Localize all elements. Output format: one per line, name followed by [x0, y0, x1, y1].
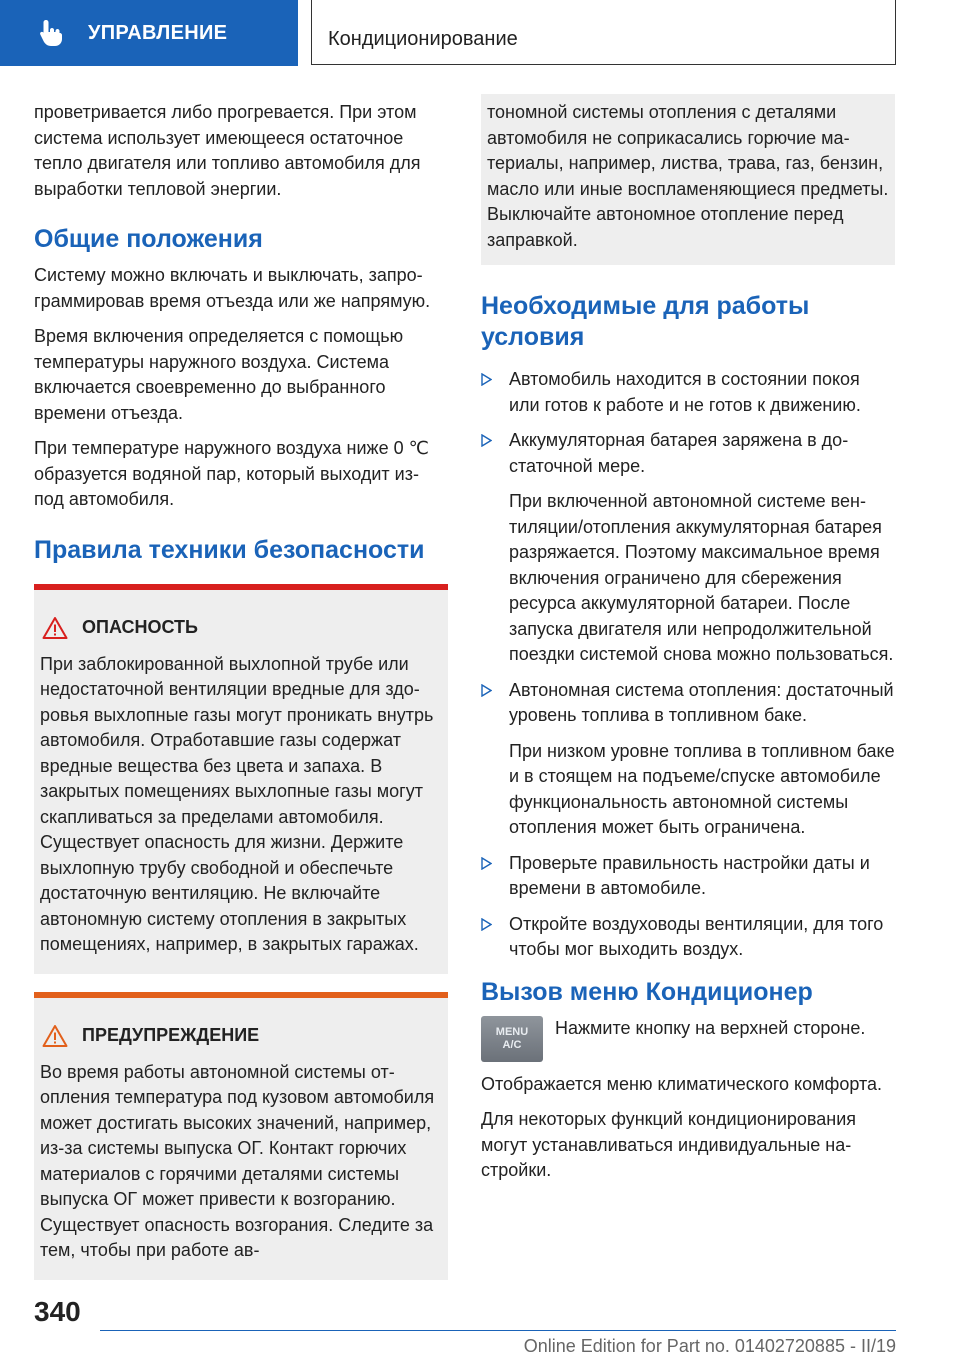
warning-title: ПРЕДУПРЕЖДЕНИЕ: [82, 1025, 260, 1045]
menu-heading: Вызов меню Кондиционер: [481, 977, 813, 1006]
condition-text: Аккумуляторная батарея заряжена в достаточной мере.: [509, 430, 849, 476]
condition-item: [481, 912, 895, 963]
general-heading: Общие положения: [34, 225, 263, 253]
warning-text: Во время работы автономной системы отопления температура под кузовом автомобиля может достигать высоких значений, например, из-за системы выпуска ОГ. Контакт горючих материалов с горячими деталями системы выпуска ОГ может привести к возгоранию. Существует опасность возгорания. Следите за тем, чтобы при работе ав-: [40, 1061, 435, 1260]
conditions-heading: Необходимые для работы условия: [481, 292, 810, 351]
right-column: [481, 100, 895, 1194]
menu-button-line-1: MENU: [495, 1025, 529, 1038]
warning-box: [34, 992, 448, 1280]
condition-item: [481, 428, 895, 668]
bullet-triangle-icon: [481, 373, 492, 386]
warning-triangle-icon: [42, 1024, 68, 1048]
footer-divider: [100, 1330, 896, 1331]
condition-note: При включенной автономной системе вентиляции/отопления аккумуляторная батарея разряжается. Поэтому максимальное время включения ограничено для сбережения ресурса аккумуляторной батареи. После запуска двигателя или непродолжительной поездки системой снова можно пользоваться.: [509, 491, 894, 664]
general-paragraph-1: Систему можно включать и выключать, запрограммировав время отъезда или же напрямую.: [34, 265, 431, 311]
danger-title: ОПАСНОСТЬ: [82, 617, 198, 637]
condition-text: Проверьте правильность настройки даты и времени в автомобиле.: [509, 852, 870, 898]
subsection-title: Кондиционирование: [328, 28, 518, 50]
bullet-triangle-icon: [481, 918, 492, 931]
menu-paragraph-2: Для некоторых функций кондиционирования могут устанавливаться индивидуальные настройки.: [481, 1109, 857, 1180]
section-title: УПРАВЛЕНИЕ: [88, 21, 228, 44]
condition-text: Автомобиль находится в состоянии покоя или готов к работе и не готов к движению.: [509, 369, 861, 415]
danger-text: При заблокированной выхлопной трубе или недостаточной вентиляции вредные для здоровья выхлопные газы могут проникать внутрь автомобиля. Отработавшие газы содержат вредные вещества без цвета и запаха. В закрытых помещениях выхлопные газы могут скапливаться за пределами автомобиля. Существует опасность для жизни. Держите выхлопную трубу свободной и обеспечьте достаточную вентиляцию. Не включайте автономную систему отопления в закрытых помещениях, например, в закрытых гаражах.: [40, 653, 434, 954]
conditions-list: [481, 367, 895, 963]
bullet-triangle-icon: [481, 684, 492, 697]
condition-item: [481, 367, 895, 418]
warning-box-continued: [481, 94, 895, 265]
menu-button-line-2: A/C: [502, 1038, 522, 1051]
menu-ac-button-icon: [481, 1016, 543, 1062]
warning-triangle-icon: [42, 616, 68, 640]
safety-heading: Правила техники безопасности: [34, 535, 425, 564]
warning-continued-text: тономной системы отопления с деталями автомобиля не соприкасались горючие материалы, например, листва, трава, газ, бензин, масло или иные воспламеняющиеся предметы. Выключайте автономное отопление перед заправкой.: [487, 102, 889, 250]
left-column: [34, 100, 448, 1280]
condition-note: При низком уровне топлива в топливном баке и в стоящем на подъеме/спуске автомобиле функциональность автономной системы отопления может быть ограничена.: [509, 740, 895, 837]
menu-instruction: Нажмите кнопку на верхней стороне.: [555, 1017, 866, 1038]
condition-item: [481, 851, 895, 902]
condition-text: Откройте воздуховоды вентиляции, для того чтобы мог выходить воздух.: [509, 913, 884, 959]
condition-text: Автономная система отопления: достаточный уровень топлива в топливном баке.: [509, 679, 894, 725]
bullet-triangle-icon: [481, 434, 492, 447]
general-paragraph-3: При температуре наружного воздуха ниже 0 ℃ образуется водяной пар, который выходит из-под автомобиля.: [34, 438, 429, 509]
danger-box: [34, 584, 448, 974]
hand-pointer-icon: [36, 18, 66, 48]
condition-item: [481, 678, 895, 841]
footer-edition: Online Edition for Part no. 01402720885 - II/19: [523, 1336, 896, 1356]
bullet-triangle-icon: [481, 857, 492, 870]
intro-paragraph: проветривается либо прогревается. При этом система использует имеющееся остаточное тепло двигателя или топливо автомобиля для выработки тепловой энергии.: [34, 102, 421, 199]
menu-paragraph-1: Отображается меню климатического комфорта.: [481, 1073, 883, 1094]
section-tab: [0, 0, 298, 66]
page-number: 340: [34, 1296, 81, 1327]
general-paragraph-2: Время включения определяется с помощью температуры наружного воздуха. Система включается своевременно до выбранного времени отъезда.: [34, 326, 404, 423]
subsection-box: [311, 0, 896, 65]
